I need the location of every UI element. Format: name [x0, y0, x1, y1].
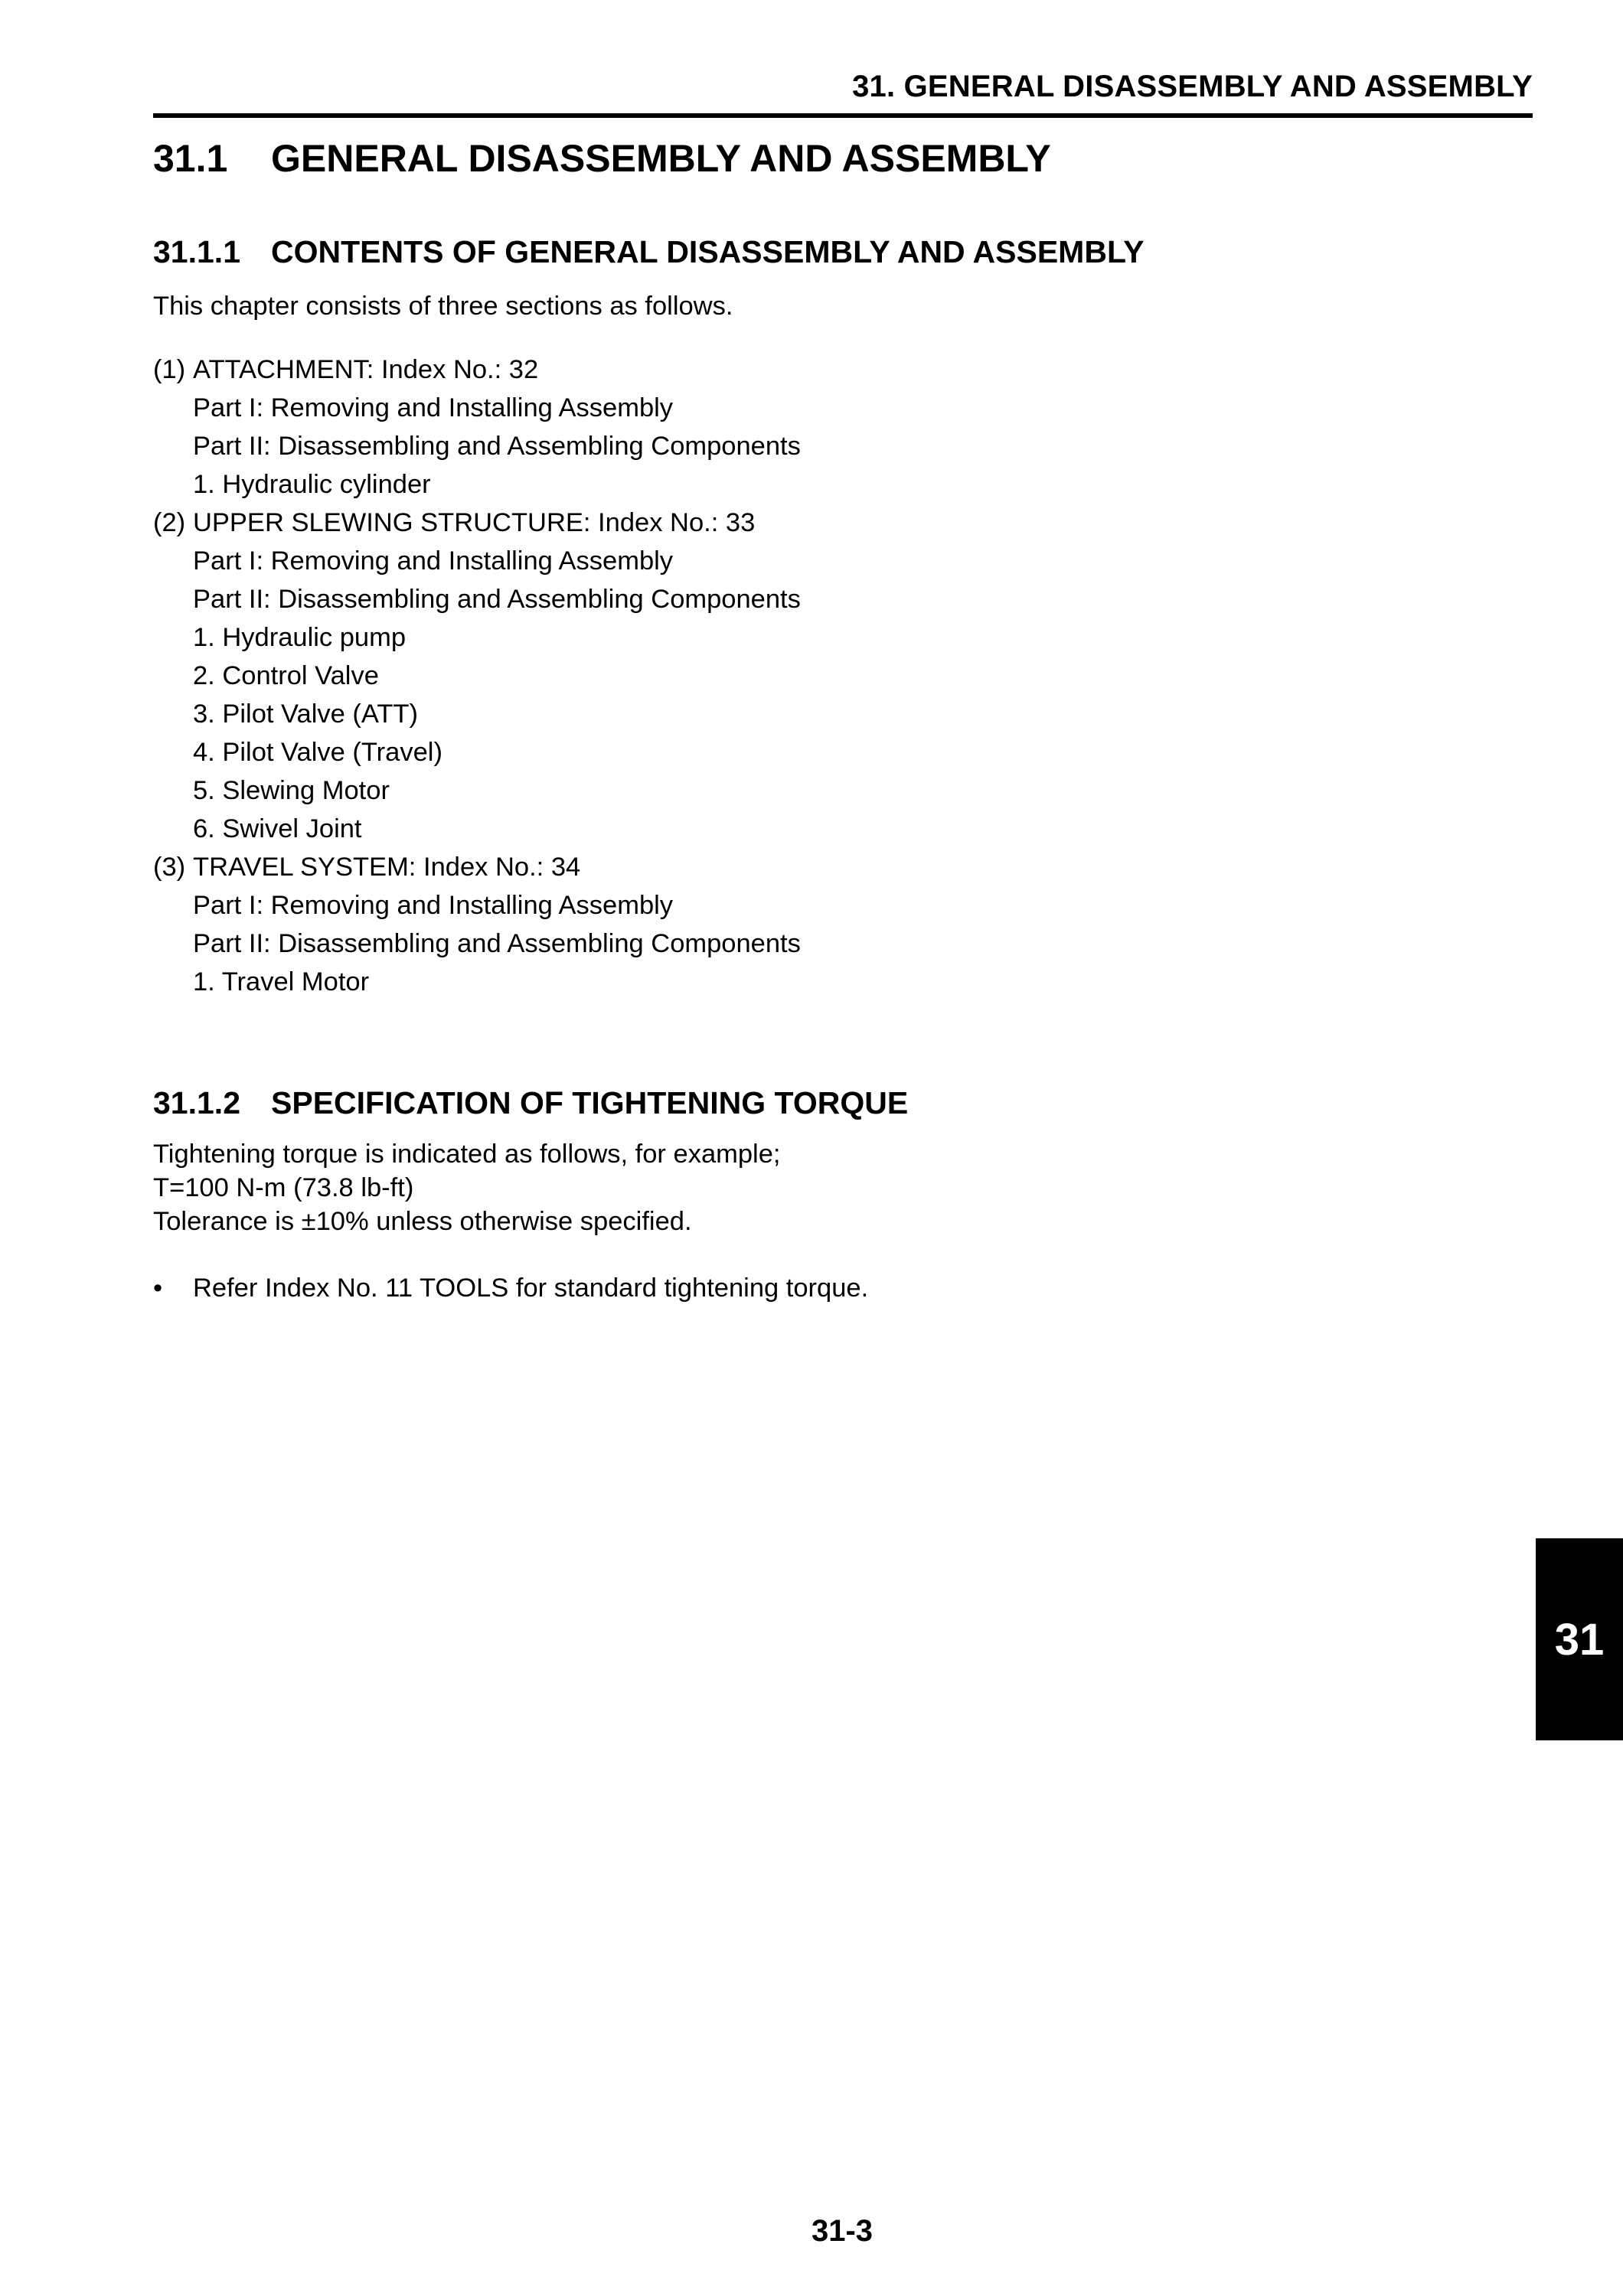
list-item: Part I: Removing and Installing Assembly — [193, 393, 674, 422]
page-number: 31-3 — [811, 2214, 874, 2248]
torque-example: T=100 N-m (73.8 lb-ft) — [153, 1173, 414, 1202]
list-item-text: TRAVEL SYSTEM: Index No.: 34 — [193, 853, 581, 882]
section-number: 31.1 — [153, 137, 228, 180]
list-item: 5. Slewing Motor — [193, 776, 390, 805]
running-header-title: 31. GENERAL DISASSEMBLY AND ASSEMBLY — [852, 70, 1533, 103]
torque-number: 31.1.2 — [153, 1085, 240, 1120]
torque-line: Tightening torque is indicated as follows, for example; — [153, 1140, 781, 1169]
list-item: Part I: Removing and Installing Assembly — [193, 891, 674, 920]
list-item: 2. Control Valve — [193, 661, 379, 690]
list-item: 1. Hydraulic cylinder — [193, 470, 431, 499]
list-item: Part II: Disassembling and Assembling Components — [193, 585, 801, 614]
list-item-text: ATTACHMENT: Index No.: 32 — [193, 355, 539, 384]
contents-number: 31.1.1 — [153, 234, 240, 269]
torque-note-text: Refer Index No. 11 TOOLS for standard tightening torque. — [193, 1274, 869, 1303]
torque-heading — [153, 1082, 908, 1124]
section-title: GENERAL DISASSEMBLY AND ASSEMBLY — [271, 137, 1051, 180]
running-header — [153, 66, 1533, 118]
bullet-icon: • — [153, 1274, 163, 1303]
contents-title: CONTENTS OF GENERAL DISASSEMBLY AND ASSEMBLY — [271, 234, 1145, 269]
list-item: 4. Pilot Valve (Travel) — [193, 738, 442, 767]
torque-title: SPECIFICATION OF TIGHTENING TORQUE — [271, 1085, 909, 1120]
list-item — [153, 504, 801, 542]
list-item: Part I: Removing and Installing Assembly — [193, 546, 674, 576]
contents-heading — [153, 231, 1145, 272]
list-item: Part II: Disassembling and Assembling Components — [193, 432, 801, 461]
contents-intro: This chapter consists of three sections as follows. — [153, 292, 733, 321]
section-heading — [153, 134, 1051, 183]
list-item: 6. Swivel Joint — [193, 814, 362, 843]
contents-list — [153, 351, 801, 1001]
torque-note — [153, 1269, 868, 1307]
list-item: 1. Hydraulic pump — [193, 623, 407, 652]
list-item: 1. Travel Motor — [193, 967, 370, 996]
list-item — [153, 848, 801, 886]
list-item: Part II: Disassembling and Assembling Components — [193, 929, 801, 958]
list-marker: (3) — [153, 853, 186, 882]
list-item-text: UPPER SLEWING STRUCTURE: Index No.: 33 — [193, 508, 756, 537]
list-item: 3. Pilot Valve (ATT) — [193, 700, 418, 729]
list-marker: (1) — [153, 355, 186, 384]
torque-tolerance: Tolerance is ±10% unless otherwise specified. — [153, 1207, 692, 1236]
torque-description — [153, 1137, 781, 1238]
list-marker: (2) — [153, 508, 186, 537]
chapter-tab: 31 — [1536, 1538, 1623, 1740]
list-item — [153, 351, 801, 389]
